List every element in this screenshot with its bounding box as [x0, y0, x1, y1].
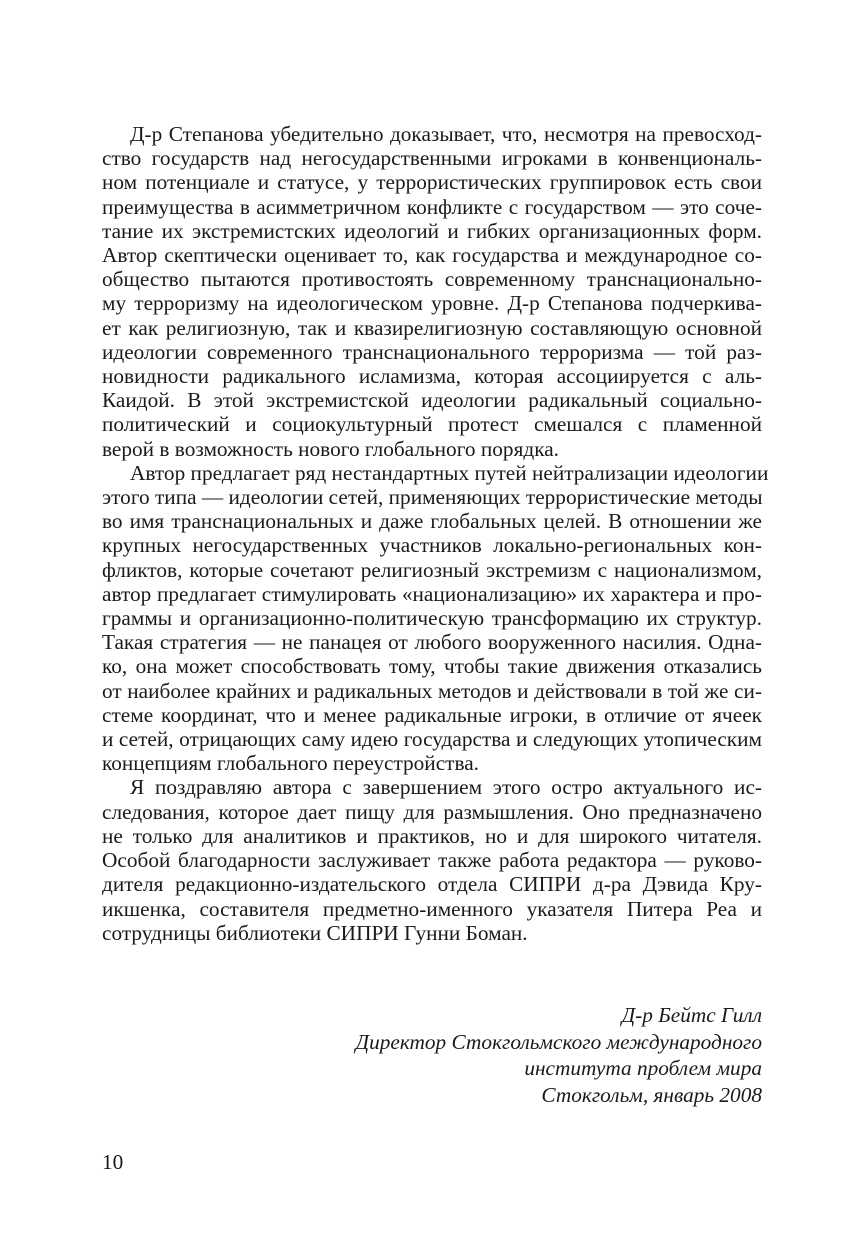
- paragraph-2: [102, 460, 769, 776]
- text-line: Каидой. В этой экстремистской идеологии радикальный социально-: [102, 388, 762, 413]
- text-line: новидности радикального исламизма, которая ассоциируется с аль-: [102, 364, 762, 389]
- body-text: [102, 122, 769, 945]
- text-line: верой в возможность нового глобального порядка.: [102, 436, 560, 461]
- text-line: фликтов, которые сочетают религиозный экстремизм с национализмом,: [102, 557, 762, 582]
- signature-name: Д-р Бейтс Гилл: [621, 1003, 762, 1027]
- text-line: Автор скептически оценивает то, как государства и международное со-: [102, 243, 762, 268]
- text-line: тание их экстремистских идеологий и гибких организационных форм.: [102, 218, 762, 243]
- page-number: 10: [102, 1150, 124, 1174]
- text-line: Д-р Степанова убедительно доказывает, что, несмотря на превосход-: [130, 122, 762, 146]
- text-line: преимущества в асимметричном конфликте с государством — это соче-: [102, 194, 762, 219]
- text-line: следования, которое дает пищу для размышления. Оно предназначено: [102, 799, 762, 824]
- text-line: ет как религиозную, так и квазирелигиозную составляющую основной: [102, 315, 762, 340]
- text-line: сотрудницы библиотеки СИПРИ Гунни Боман.: [102, 920, 528, 945]
- signature-title-line: института проблем мира: [524, 1056, 762, 1080]
- signature-block: [242, 1002, 762, 1108]
- paragraph-1: [102, 122, 762, 461]
- signature-place-date: Стокгольм, январь 2008: [541, 1082, 762, 1107]
- text-line: крупных негосударственных участников локально-региональных кон-: [102, 533, 762, 558]
- text-line: стеме координат, что и менее радикальные игроки, в отличие от ячеек: [102, 702, 762, 727]
- text-line: этого типа — идеологии сетей, применяющих террористические методы: [102, 485, 763, 510]
- paragraph-3: [102, 775, 762, 944]
- text-line: общество пытаются противостоять современному транснационально-: [102, 267, 762, 292]
- text-line: не только для аналитиков и практиков, но и для широкого читателя.: [102, 823, 762, 848]
- text-line: ство государств над негосударственными игроками в конвенциональ-: [102, 146, 762, 171]
- text-line: политический и социокультурный протест смешался с пламенной: [102, 412, 762, 437]
- text-line: автор предлагает стимулировать «национализацию» их характера и про-: [102, 581, 762, 606]
- text-line: и сетей, отрицающих саму идею государства и следующих утопическим: [102, 727, 762, 752]
- text-line: граммы и организационно-политическую трансформацию их структур.: [102, 606, 762, 631]
- signature-title-line: Директор Стокгольмского международного: [355, 1029, 762, 1054]
- text-line: идеологии современного транснационального терроризма — той раз-: [102, 339, 762, 364]
- text-line: ном потенциале и статусе, у террористических группировок есть свои: [102, 170, 762, 195]
- text-line: от наиболее крайних и радикальных методов и действовали в той же си-: [102, 678, 762, 703]
- text-line: Я поздравляю автора с завершением этого остро актуального ис-: [130, 775, 762, 800]
- text-line: ко, она может способствовать тому, чтобы такие движения отказались: [102, 654, 762, 679]
- text-line: икшенка, составителя предметно-именного указателя Питера Реа и: [102, 896, 762, 921]
- text-line: концепциям глобального переустройства.: [102, 751, 480, 776]
- text-line: Особой благодарности заслуживает также работа редактора — руково-: [102, 848, 762, 873]
- text-line: Такая стратегия — не панацея от любого вооруженного насилия. Одна-: [102, 630, 762, 655]
- text-line: му терроризму на идеологическом уровне. Д-р Степанова подчеркива-: [102, 291, 762, 316]
- text-line: Автор предлагает ряд нестандартных путей нейтрализации идеологии: [130, 460, 769, 485]
- text-line: дителя редакционно-издательского отдела СИПРИ д-ра Дэвида Кру-: [102, 872, 762, 897]
- text-line: во имя транснациональных и даже глобальных целей. В отношении же: [102, 509, 762, 534]
